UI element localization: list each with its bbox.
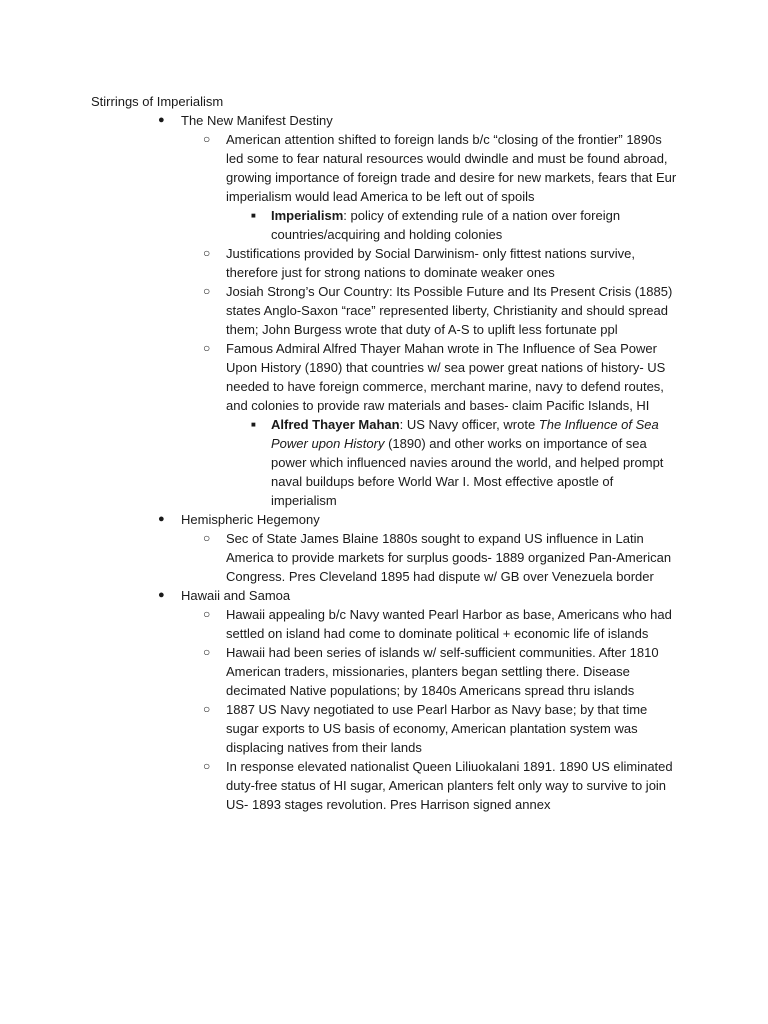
- hollow-circle-bullet-icon: ○: [203, 284, 211, 298]
- item-text: 1887 US Navy negotiated to use Pearl Harbor as Navy base; by that time sugar exports to US basis of economy, American plantation system was displacing natives from their lands: [226, 702, 648, 755]
- section-item: [158, 111, 681, 510]
- item-text: In response elevated nationalist Queen Liliuokalani 1891. 1890 US eliminated duty-free status of HI sugar, American planters felt only way to survive to join US- 1893 stages revolution. Pres Harrison signed annex: [226, 759, 673, 812]
- square-bullet-icon: ■: [251, 211, 256, 220]
- filled-circle-bullet-icon: ●: [158, 114, 165, 126]
- page-title: Stirrings of Imperialism: [91, 94, 224, 109]
- outline-list: [158, 111, 681, 814]
- item-text: Hawaii had been series of islands w/ self-sufficient communities. After 1810 American traders, missionaries, planters began settling there. Disease decimated Native populations; by 1840s Americans spread thru islands: [226, 645, 659, 698]
- section-heading: Hawaii and Samoa: [181, 588, 291, 603]
- item-text: Famous Admiral Alfred Thayer Mahan wrote in The Influence of Sea Power Upon History (1890) that countries w/ sea power great nations of history- US needed to have foreign commerce, merchant marine, navy to defend routes, and colonies to provide raw materials and bases- claim Pacific Islands, HI: [226, 341, 666, 413]
- hollow-circle-bullet-icon: ○: [203, 607, 211, 621]
- list-item: [203, 244, 678, 282]
- filled-circle-bullet-icon: ●: [158, 589, 165, 601]
- section-item: [158, 510, 681, 586]
- item-text: Hawaii appealing b/c Navy wanted Pearl Harbor as base, Americans who had settled on island had come to dominate political + economic life of islands: [226, 607, 672, 641]
- list-item: [203, 700, 678, 757]
- item-text: Josiah Strong’s Our Country: Its Possible Future and Its Present Crisis (1885) states Anglo-Saxon “race” represented liberty, Christianity and should spread them; John Burgess wrote that duty of A-S to uplift less fortunate ppl: [226, 284, 673, 337]
- list-item: [203, 130, 678, 244]
- hollow-circle-bullet-icon: ○: [203, 341, 211, 355]
- square-bullet-icon: ■: [251, 420, 256, 429]
- definition-text: : policy of extending rule of a nation over foreign countries/acquiring and holding colonies: [271, 208, 621, 242]
- list-item: [203, 282, 678, 339]
- section-item: [158, 586, 681, 814]
- sub-list: [203, 130, 678, 510]
- list-item: [203, 339, 678, 510]
- hollow-circle-bullet-icon: ○: [203, 759, 211, 773]
- definition-item: [251, 415, 678, 510]
- filled-circle-bullet-icon: ●: [158, 513, 165, 525]
- section-heading: Hemispheric Hegemony: [181, 512, 320, 527]
- sub-list: [203, 605, 678, 814]
- hollow-circle-bullet-icon: ○: [203, 531, 211, 545]
- sub-sub-list: [251, 415, 678, 510]
- definition-text: (1890) and other works on importance of sea power which influenced navies around the world, and helped prompt naval buildups before World War I. Most effective apostle of imperialism: [271, 436, 664, 508]
- list-item: [203, 529, 678, 586]
- definition-term: Imperialism: [271, 208, 344, 223]
- sub-sub-list: [251, 206, 678, 244]
- item-text: Sec of State James Blaine 1880s sought to expand US influence in Latin America to provide markets for surplus goods- 1889 organized Pan-American Congress. Pres Cleveland 1895 had dispute w/ GB over Venezuela border: [226, 531, 672, 584]
- definition-item: [251, 206, 678, 244]
- hollow-circle-bullet-icon: ○: [203, 246, 211, 260]
- list-item: [203, 643, 678, 700]
- section-heading: The New Manifest Destiny: [181, 113, 333, 128]
- hollow-circle-bullet-icon: ○: [203, 645, 211, 659]
- sub-list: [203, 529, 678, 586]
- definition-text-pre: : US Navy officer, wrote: [399, 417, 539, 432]
- item-text: American attention shifted to foreign lands b/c “closing of the frontier” 1890s led some to fear natural resources would dwindle and must be found abroad, growing importance of foreign trade and desire for new markets, fears that Eur imperialism would lead America to be left out of spoils: [226, 132, 677, 204]
- list-item: [203, 757, 678, 814]
- definition-term: Alfred Thayer Mahan: [271, 417, 400, 432]
- hollow-circle-bullet-icon: ○: [203, 132, 211, 146]
- book-title: The Influence of Sea Power upon History: [271, 417, 659, 451]
- hollow-circle-bullet-icon: ○: [203, 702, 211, 716]
- item-text: Justifications provided by Social Darwinism- only fittest nations survive, therefore just for strong nations to dominate weaker ones: [226, 246, 635, 280]
- list-item: [203, 605, 678, 643]
